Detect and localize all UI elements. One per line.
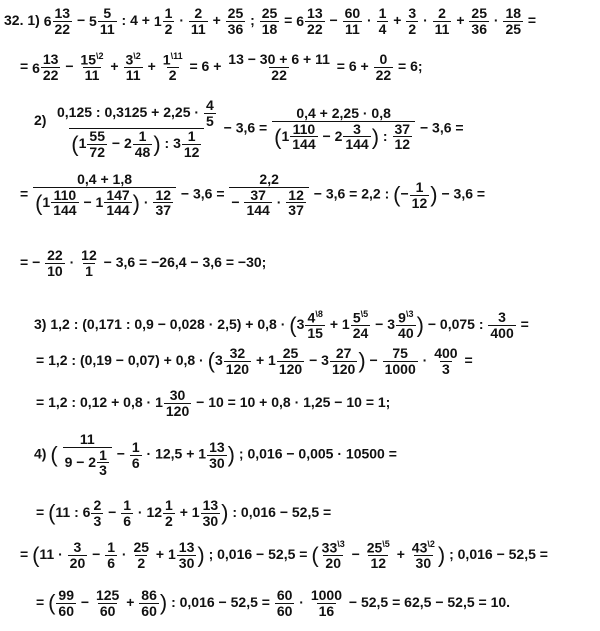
line-4c: = (11 · $\frac{3}{20}$ − $\frac{1}{6}$ · $\frac{25}{2}$ + 1 $\frac{13}{30}$ ) ; 0,016 − 52,5 = ( $\frac{33^{\backslash 3}}{20}$ − $\frac{25^{\backslash 5}}{12}$ + $\frac{43^{\backslash 2}}{30}$ ) ; 0,016 − 52,5 = [20,539,548,572]
line-3c: = 1,2 : 0,12 + 0,8 · 1 $\frac{30}{120}$ − 10 = 10 + 0,8 · 1,25 − 10 = 1; [36,387,391,419]
line-1b: = 6 13 22 − $\frac{15^{\backslash 2}}{11}$ + $\frac{3^{\backslash 2}}{11}$ + $\frac{1^{\backslash 11}}{2}$ = 6 + $\frac{13 - 30 + 6 + 11}{22}$ = 6 + $\frac{0}{22}$ = 6; [20,51,423,84]
line-4: 4) ( 11 9 − 2 $\frac{1}{3}$ − $\frac{1}{6}$ · 12,5 + 1 $\frac{13}{30}$ ) ; 0,016 − 0,005 · 10500 = [34,431,397,479]
line-2c: = − $\frac{22}{10}$ · $\frac{12}{1}$ − 3,6 = −26,4 − 3,6 = −30; [20,247,267,279]
part4-label: 4) [34,445,47,462]
line-4d: = ( $\frac{99}{60}$ − $\frac{125}{60}$ + $\frac{86}{60}$ ) : 0,016 − 52,5 = $\frac{60}{60}$ · $\frac{1000}{16}$ − 52,5 = 62,5 − 52,5 = 10. [36,587,511,619]
part3-label: 3) [34,316,47,333]
line-2: 0,125 : 0,3125 + 2,25 · $\frac{4}{5}$ (1 $\frac{55}{72}$ − 2 $\frac{1}{48}$ ) : 3 $\frac{1}{12}$ − 3,6 = 0,4 + 2,25 · 0,8 (1 $\frac{110}{144}$ − 2 $\frac{3}{144}$ ) : $\frac{37}{12}$ − 3,6 = [57,97,464,161]
line-3: 3) 1,2 : (0,171 : 0,9 − 0,028 · 2,5) + 0,8 · (3 $\frac{4^{\backslash 8}}{15}$ + 1 $\frac{5^{\backslash 5}}{24}$ − 3 $\frac{9^{\backslash 3}}{40}$ ) − 0,075 : $\frac{3}{400}$ = [34,309,529,342]
line-3b: = 1,2 : (0,19 − 0,07) + 0,8 · (3 $\frac{32}{120}$ + 1 $\frac{25}{120}$ − 3 $\frac{27}{120}$ ) − $\frac{75}{1000}$ · $\frac{400}{3}$ = [36,345,473,377]
part2-label: 2) [34,112,47,128]
line-4b: = (11 : 6 $\frac{2}{3}$ − $\frac{1}{6}$ · 12 $\frac{1}{2}$ + 1 $\frac{13}{30}$ ) : 0,016 − 52,5 = [36,497,332,529]
part1-label: 1) [27,11,40,28]
problem-number: 32. [4,11,24,28]
line-2b: = 0,4 + 1,8 (1 $\frac{110}{144}$ − 1 $\frac{147}{144}$ ) · $\frac{12}{37}$ − 3,6 = 2,2 − $\frac{37}{144}$ · $\frac{12}{37}$ − 3,6 = 2,2 : (− $\frac{1}{12}$ ) − 3,6 = [20,171,486,219]
line2-tail: − 3,6 = −26,4 − 3,6 = −30; [103,253,267,270]
line-1: 32. 1) 6 13 22 − 5 5 11 : 4 + 1 1 2 · $\frac{2}{11}$ + $\frac{25}{36}$ ; $\frac{25}{18}$ = 6 13 22 − $\frac{60}{11}$ · $\frac{1}{4}$ + $\frac{3}{2}$ · $\frac{2}{11}$ + $\frac{25}{36}$ · $\frac{18}{25}$ = [4,5,537,37]
